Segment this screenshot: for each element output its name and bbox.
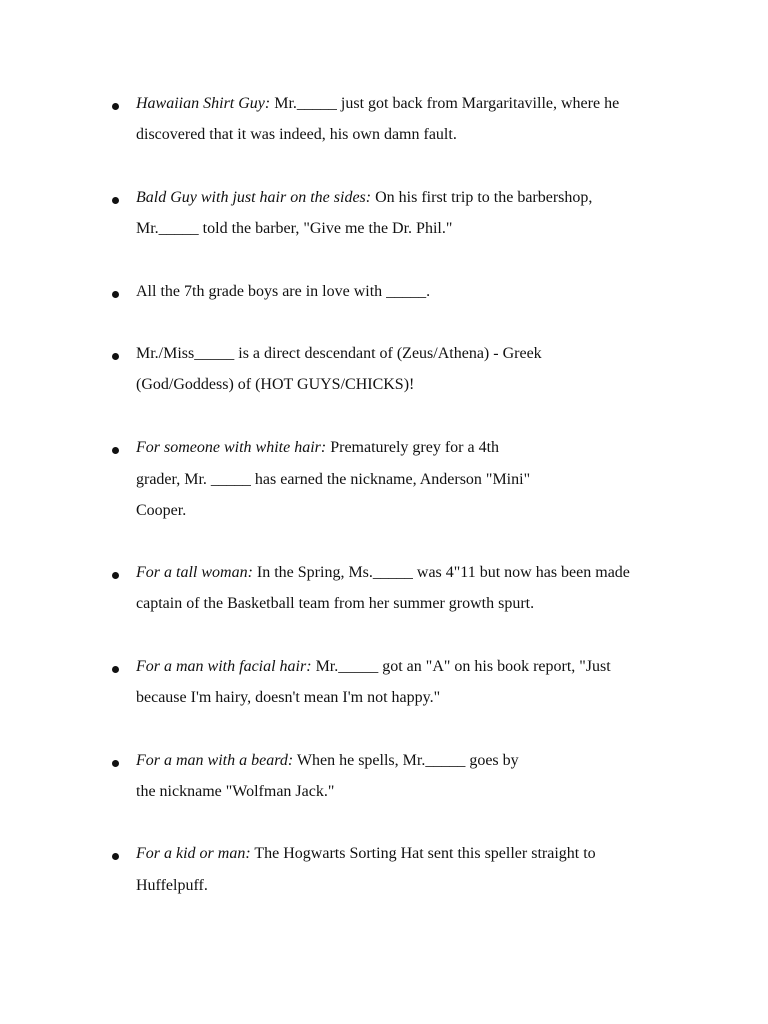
item-text: Mr./Miss_____ is a direct descendant of (Zeus/Athena) - Greek <box>136 345 542 362</box>
item-text: All the 7th grade boys are in love with _____. <box>136 283 431 300</box>
item-lead: Hawaiian Shirt Guy: <box>136 95 271 112</box>
item-lead: For a man with facial hair: <box>136 658 312 675</box>
bullet-icon <box>112 197 119 204</box>
item-line: Huffelpuff. <box>136 877 208 894</box>
item-lead: For someone with white hair: <box>136 439 327 456</box>
bullet-icon <box>112 447 119 454</box>
item-line <box>136 282 430 302</box>
bullet-icon <box>112 760 119 767</box>
item-line <box>136 94 619 114</box>
item-lead: For a tall woman: <box>136 564 253 581</box>
item-line: discovered that it was indeed, his own damn fault. <box>136 126 457 143</box>
item-line <box>136 563 630 583</box>
item-line <box>136 188 592 208</box>
bullet-icon <box>112 291 119 298</box>
item-line: captain of the Basketball team from her summer growth spurt. <box>136 595 535 612</box>
item-text: In the Spring, Ms._____ was 4"11 but now has been made <box>252 564 630 581</box>
item-line: grader, Mr. _____ has earned the nickname, Anderson "Mini" <box>136 471 531 488</box>
bullet-icon <box>112 103 119 110</box>
item-line <box>136 844 596 864</box>
item-line: Cooper. <box>136 502 187 519</box>
item-line: Mr._____ told the barber, "Give me the Dr. Phil." <box>136 220 453 237</box>
bullet-icon <box>112 353 119 360</box>
item-lead: For a kid or man: <box>136 845 251 862</box>
item-lead: Bald Guy with just hair on the sides: <box>136 189 372 206</box>
item-text: The Hogwarts Sorting Hat sent this speller straight to <box>250 845 596 862</box>
item-text: On his first trip to the barbershop, <box>371 189 593 206</box>
bullet-icon <box>112 853 119 860</box>
item-text: Mr._____ got an "A" on his book report, "Just <box>311 658 611 675</box>
item-line: (God/Goddess) of (HOT GUYS/CHICKS)! <box>136 376 415 393</box>
item-line <box>136 438 499 458</box>
item-lead: For a man with a beard: <box>136 752 294 769</box>
item-line <box>136 657 611 677</box>
item-line: because I'm hairy, doesn't mean I'm not happy." <box>136 689 441 706</box>
item-line <box>136 344 542 364</box>
item-line: the nickname "Wolfman Jack." <box>136 783 335 800</box>
item-text: Mr._____ just got back from Margaritaville, where he <box>270 95 620 112</box>
bullet-icon <box>112 666 119 673</box>
item-text: Prematurely grey for a 4th <box>326 439 500 456</box>
item-text: When he spells, Mr._____ goes by <box>293 752 519 769</box>
item-line <box>136 751 519 771</box>
bullet-icon <box>112 572 119 579</box>
